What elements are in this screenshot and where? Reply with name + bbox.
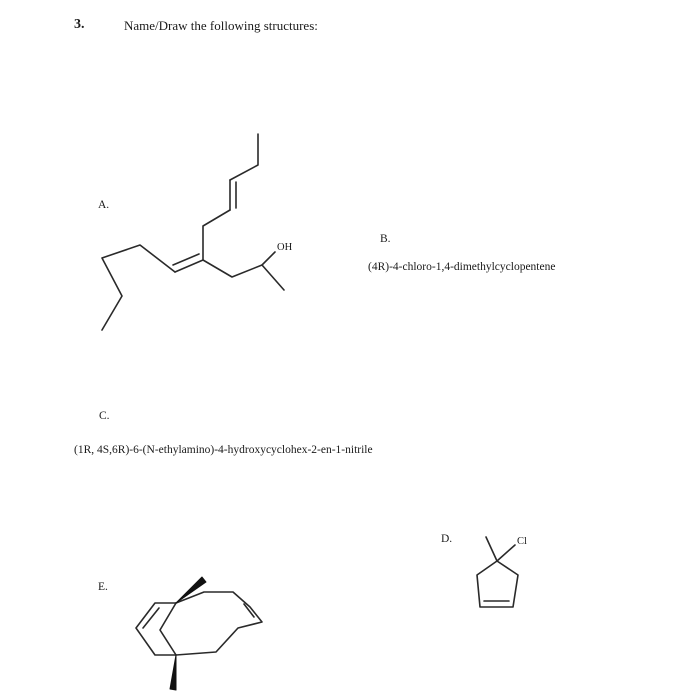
structure-e-bridge	[160, 603, 176, 655]
part-b-label: B.	[380, 233, 391, 245]
structure-e-large-ring	[176, 592, 262, 655]
part-e-label: E.	[98, 581, 108, 593]
structure-e-six-ring-double-bond	[143, 608, 159, 628]
part-c-compound-name: (1R, 4S,6R)-6-(N-ethylamino)-4-hydroxycyclohex-2-en-1-nitrile	[74, 444, 373, 456]
part-d-label: D.	[441, 533, 453, 545]
structure-e-top-wedge-methyl	[176, 577, 206, 603]
part-a-label: A.	[98, 199, 110, 211]
question-number: 3.	[74, 17, 85, 32]
structure-d-cl-label: Cl	[517, 536, 527, 547]
part-b-compound-name: (4R)-4-chloro-1,4-dimethylcyclopentene	[368, 261, 556, 273]
structure-a-oh-label: OH	[277, 242, 293, 253]
structure-e-bottom-wedge-methyl	[170, 655, 176, 690]
part-c-label: C.	[99, 410, 110, 422]
question-title: Name/Draw the following structures:	[124, 18, 318, 33]
